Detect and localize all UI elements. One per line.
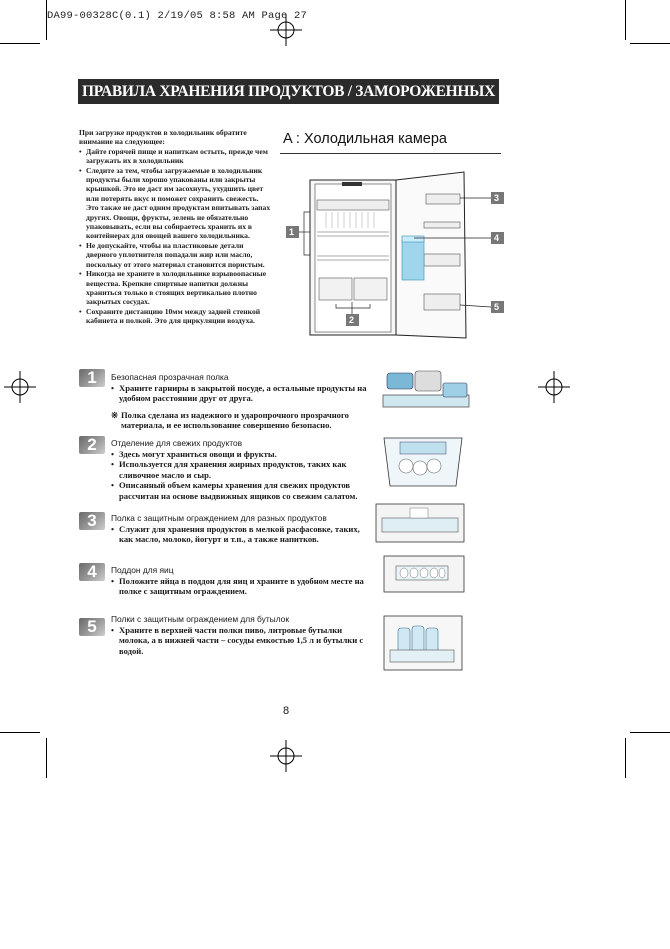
fridge-illustration [286, 170, 508, 340]
callout-3: 3 [494, 193, 500, 203]
item-title: Поддон для яиц [111, 565, 174, 575]
intro-text [79, 128, 271, 326]
section-title: A : Холодильная камера [283, 131, 447, 147]
item-bullet: • Храните гарниры в закрытой посуде, а остальные продукты на удобном расстоянии друг от друга. [111, 383, 367, 404]
item-number-badge: 4 [79, 563, 105, 581]
print-header: DA99-00328C(0.1) 2/19/05 8:58 AM Page 27 [47, 10, 308, 22]
crop-mark [46, 738, 47, 778]
intro-bullet: • Сохраните дистанцию 10мм между задней стенкой кабинета и полкой. Это для циркуляции воздуха. [79, 307, 271, 326]
item-5 [111, 614, 367, 656]
note-text: Полка сделана из надежного и ударопрочного прозрачного материала, и ее использование совершенно безопасно. [121, 409, 349, 431]
intro-bullet: • Не допускайте, чтобы на пластиковые детали дверного уплотнителя попадали жир или масло, поскольку от этого материал становится пористым. [79, 241, 271, 269]
crop-mark [625, 738, 626, 778]
crop-mark [630, 43, 670, 44]
callout-1: 1 [289, 227, 295, 237]
page-title: ПРАВИЛА ХРАНЕНИЯ ПРОДУКТОВ / ЗАМОРОЖЕННЫХ ПРОДУКТОВ [78, 79, 499, 104]
callout-5: 5 [494, 302, 500, 312]
callout-2: 2 [349, 315, 355, 325]
callout-4: 4 [494, 233, 500, 243]
intro-lead: При загрузке продуктов в холодильник обратите внимание на следующее: [79, 128, 247, 147]
crop-mark [630, 732, 670, 733]
registration-mark-icon [4, 371, 36, 403]
item-bullet: • Положите яйца в поддон для яиц и храните в удобном месте на полке с защитным ограждением. [111, 576, 367, 597]
item-bullet: • Используется для хранения жирных продуктов, таких как сливочное масло и сыр. [111, 459, 367, 480]
intro-bullet: • Следите за тем, чтобы загружаемые в холодильник продукты были хорошо упакованы или закрыты крышкой. Это не даст им засохнуть, ухудшить цвет или потерять вкус и поможет сохранить свежесть. Это также не даст одним продуктам впитывать запах других. Овощи, фрукты, зелень не обязательно упаковывать, если вы собираетесь хранить их в контейнерах для овощей вашего холодильника. [79, 166, 271, 241]
item-bullet: • Описанный объем камеры хранения для свежих продуктов рассчитан на основе выдвижных ящиков со свежим салатом. [111, 480, 367, 501]
item-title: Полка с защитным ограждением для разных продуктов [111, 513, 327, 523]
egg-tray-photo [380, 552, 468, 596]
item-number-badge: 3 [79, 512, 105, 530]
intro-bullet: • Дайте горячей пище и напиткам остыть, прежде чем загружать их в холодильник [79, 147, 271, 166]
item-number-badge: 1 [79, 369, 105, 387]
registration-mark-icon [270, 740, 302, 772]
intro-bullet: • Никогда не храните в холодильнике взрывоопасные вещества. Крепкие спиртные напитки должны храниться только в стоящих вертикально плотно закрытых сосудах. [79, 269, 271, 307]
item-4 [111, 565, 367, 597]
crop-mark [625, 0, 626, 40]
item-note [111, 410, 367, 431]
bottle-shelf-photo [380, 612, 466, 674]
intro-list [79, 147, 271, 326]
item-number-badge: 2 [79, 436, 105, 454]
item-bullet: • Здесь могут храниться овощи и фрукты. [111, 449, 367, 460]
item-title: Полки с защитным ограждением для бутылок [111, 614, 290, 624]
item-bullet: • Храните в верхней части полки пиво, литровые бутылки молока, а в нижней части – сосуды емкостью 1,5 л и бутылки с водой. [111, 625, 367, 657]
item-number-badge: 5 [79, 618, 105, 636]
shelf-photo [381, 365, 473, 413]
item-2 [111, 438, 367, 502]
door-shelf-photo [370, 500, 468, 546]
crop-mark [0, 43, 40, 44]
crisper-photo [380, 428, 466, 490]
item-title: Безопасная прозрачная полка [111, 372, 229, 382]
crop-mark [0, 732, 40, 733]
page-number: 8 [283, 705, 290, 717]
registration-mark-icon [538, 371, 570, 403]
item-1 [111, 372, 367, 431]
section-divider [280, 153, 501, 154]
item-3 [111, 513, 367, 545]
item-title: Отделение для свежих продуктов [111, 438, 243, 448]
item-bullet: • Служит для хранения продуктов в мелкой расфасовке, таких, как масло, молоко, йогурт и т.п., а также напитков. [111, 524, 367, 545]
note-mark: ※ [111, 409, 119, 420]
